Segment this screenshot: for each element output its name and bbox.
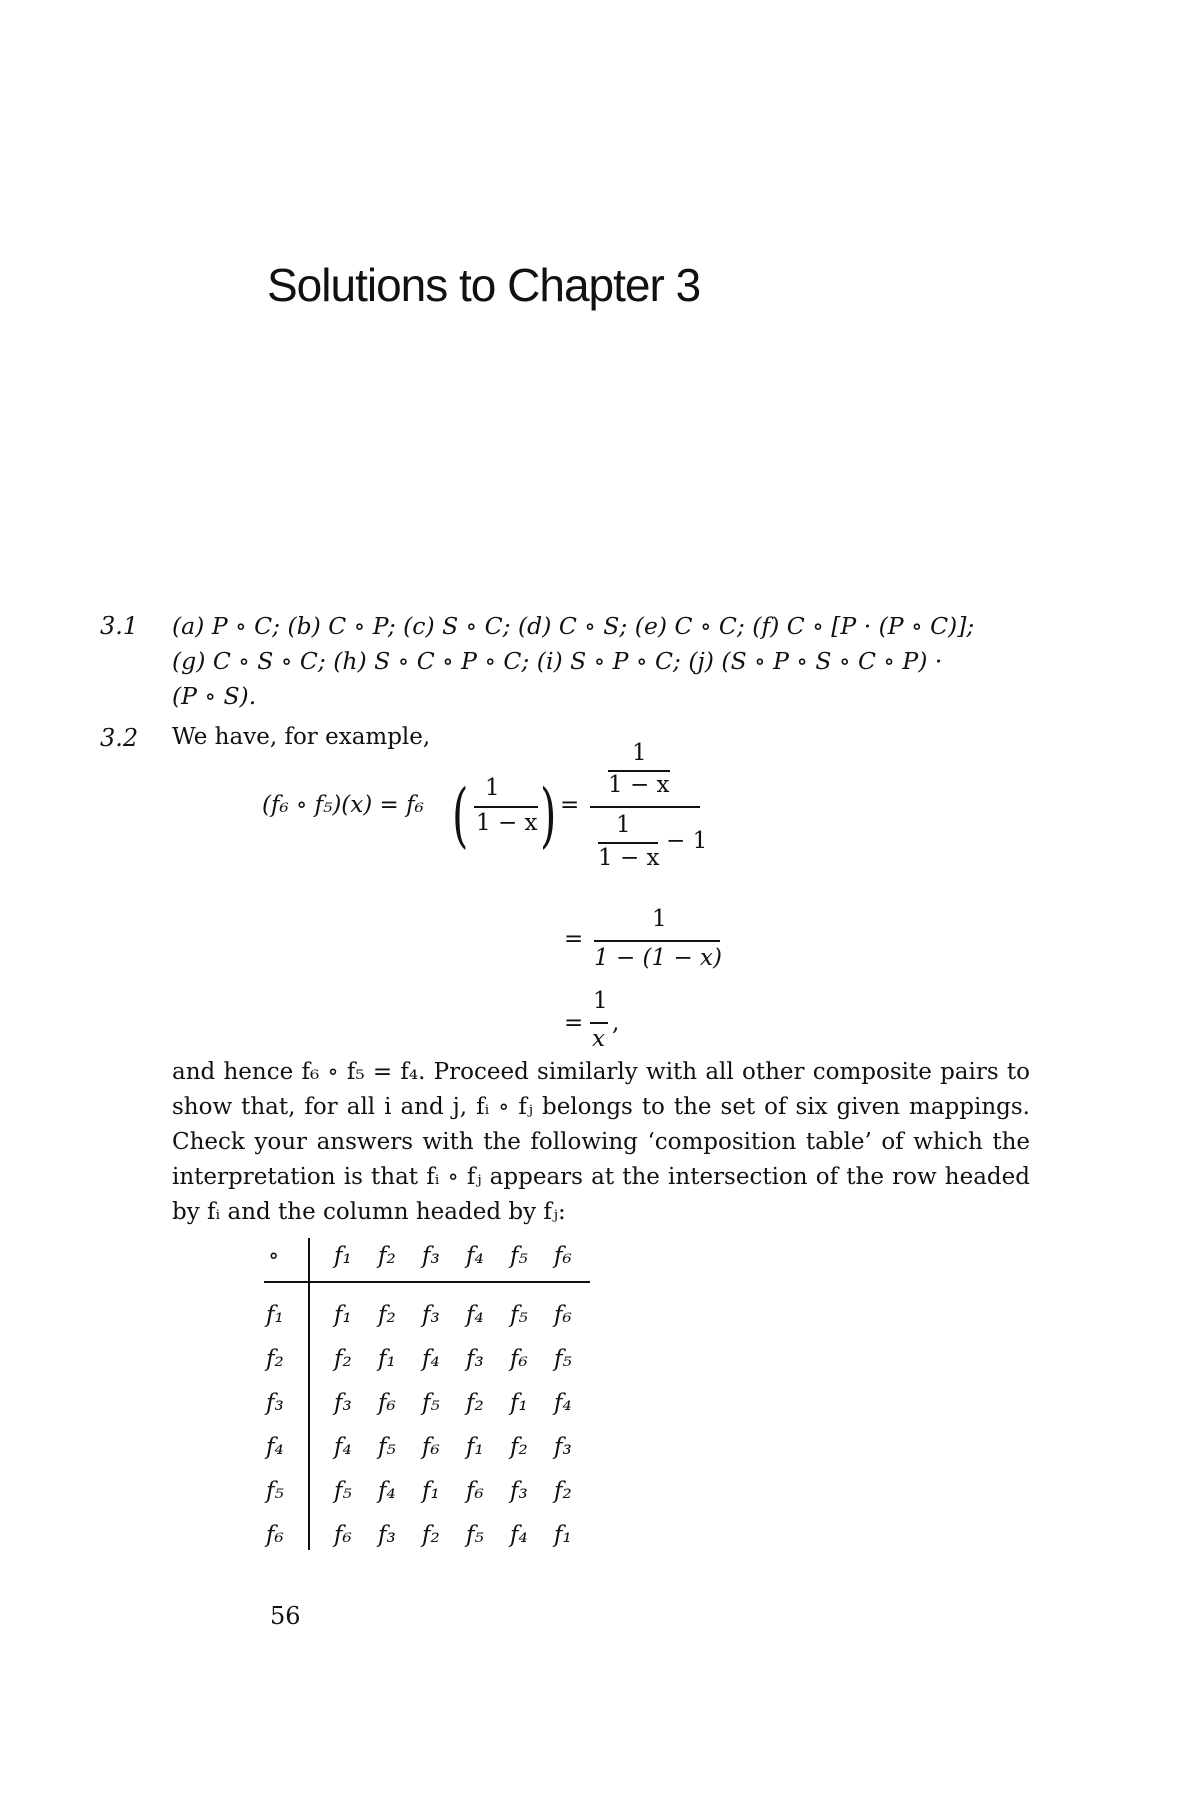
table-cell: f₆ bbox=[510, 1346, 528, 1372]
table-cell: f₂ bbox=[554, 1478, 572, 1504]
paragraph-line-3: Check your answers with the following ‘composition table’ of which the bbox=[172, 1129, 1030, 1155]
table-cell: f₂ bbox=[510, 1434, 528, 1460]
page-number: 56 bbox=[270, 1602, 301, 1630]
solution-number-3-2: 3.2 bbox=[100, 724, 139, 752]
equals-sign-1: = bbox=[560, 792, 580, 818]
table-cell: f₆ bbox=[422, 1434, 440, 1460]
table-cell: f₅ bbox=[422, 1390, 440, 1416]
table-cell: f₁ bbox=[378, 1346, 396, 1372]
chapter-title: Solutions to Chapter 3 bbox=[267, 259, 701, 311]
solution-number-3-1: 3.1 bbox=[100, 612, 139, 640]
table-cell: f₆ bbox=[378, 1390, 396, 1416]
row-header: f₆ bbox=[266, 1522, 284, 1548]
table-cell: f₂ bbox=[422, 1522, 440, 1548]
step2-denominator: 1 − (1 − x) bbox=[594, 945, 722, 971]
row-header: f₁ bbox=[266, 1302, 284, 1328]
table-cell: f₂ bbox=[334, 1346, 352, 1372]
table-cell: f₆ bbox=[334, 1522, 352, 1548]
big-numerator-bottom: 1 − x bbox=[608, 772, 670, 798]
left-paren: ( bbox=[452, 774, 469, 856]
paragraph-line-4: interpretation is that fᵢ ∘ fⱼ appears at the intersection of the row headed bbox=[172, 1164, 1030, 1190]
big-numerator-top: 1 bbox=[632, 740, 647, 766]
column-header: f₂ bbox=[378, 1243, 396, 1269]
denominator-minus-one: − 1 bbox=[666, 828, 708, 854]
step2-fraction-bar bbox=[594, 940, 720, 942]
table-cell: f₂ bbox=[466, 1390, 484, 1416]
table-cell: f₄ bbox=[334, 1434, 352, 1460]
argument-denominator: 1 − x bbox=[476, 810, 538, 836]
solution-3-2-intro: We have, for example, bbox=[172, 724, 431, 750]
table-cell: f₅ bbox=[378, 1434, 396, 1460]
table-cell: f₅ bbox=[554, 1346, 572, 1372]
column-header: f₃ bbox=[422, 1243, 440, 1269]
table-cell: f₁ bbox=[334, 1302, 352, 1328]
table-vertical-rule bbox=[308, 1238, 310, 1550]
row-header: f₃ bbox=[266, 1390, 284, 1416]
table-cell: f₃ bbox=[422, 1302, 440, 1328]
table-cell: f₁ bbox=[422, 1478, 440, 1504]
table-horizontal-rule bbox=[264, 1281, 590, 1283]
table-cell: f₄ bbox=[466, 1302, 484, 1328]
row-header: f₅ bbox=[266, 1478, 284, 1504]
solution-3-1-line-1: (a) P ∘ C; (b) C ∘ P; (c) S ∘ C; (d) C ∘ S; (e) C ∘ C; (f) C ∘ [P · (P ∘ C)]; bbox=[172, 612, 975, 640]
argument-fraction-bar bbox=[474, 806, 538, 808]
table-cell: f₃ bbox=[510, 1478, 528, 1504]
table-cell: f₄ bbox=[422, 1346, 440, 1372]
argument-numerator: 1 bbox=[485, 775, 500, 801]
table-cell: f₅ bbox=[466, 1522, 484, 1548]
step2-numerator: 1 bbox=[652, 906, 667, 932]
table-cell: f₁ bbox=[466, 1434, 484, 1460]
table-cell: f₄ bbox=[510, 1522, 528, 1548]
step3-numerator: 1 bbox=[593, 988, 608, 1014]
row-header: f₂ bbox=[266, 1346, 284, 1372]
table-cell: f₃ bbox=[554, 1434, 572, 1460]
row-header: f₄ bbox=[266, 1434, 284, 1460]
solution-3-1-line-3: (P ∘ S). bbox=[172, 682, 257, 710]
main-fraction-bar bbox=[590, 806, 700, 808]
table-cell: f₁ bbox=[554, 1522, 572, 1548]
table-cell: f₆ bbox=[466, 1478, 484, 1504]
table-cell: f₄ bbox=[378, 1478, 396, 1504]
column-header: f₁ bbox=[334, 1243, 352, 1269]
step3-denominator: x bbox=[592, 1026, 605, 1052]
paragraph-line-5: by fᵢ and the column headed by fⱼ: bbox=[172, 1199, 566, 1225]
solution-3-1-line-2: (g) C ∘ S ∘ C; (h) S ∘ C ∘ P ∘ C; (i) S ∘ P ∘ C; (j) (S ∘ P ∘ S ∘ C ∘ P) · bbox=[172, 647, 943, 675]
denominator-fraction-denominator: 1 − x bbox=[598, 845, 660, 871]
table-cell: f₅ bbox=[334, 1478, 352, 1504]
table-cell: f₂ bbox=[378, 1302, 396, 1328]
table-cell: f₁ bbox=[510, 1390, 528, 1416]
denominator-fraction-numerator: 1 bbox=[616, 812, 631, 838]
equals-sign-2: = bbox=[564, 926, 584, 952]
column-header: f₆ bbox=[554, 1243, 572, 1269]
step3-fraction-bar bbox=[590, 1022, 608, 1024]
paragraph-line-2: show that, for all i and j, fᵢ ∘ fⱼ belongs to the set of six given mappings. bbox=[172, 1094, 1030, 1120]
table-cell: f₃ bbox=[378, 1522, 396, 1548]
denominator-fraction-bar bbox=[598, 842, 658, 844]
table-cell: f₃ bbox=[466, 1346, 484, 1372]
column-header: f₅ bbox=[510, 1243, 528, 1269]
table-cell: f₅ bbox=[510, 1302, 528, 1328]
column-header: f₄ bbox=[466, 1243, 484, 1269]
step3-comma: , bbox=[612, 1010, 620, 1036]
table-cell: f₃ bbox=[334, 1390, 352, 1416]
table-corner-symbol: ∘ bbox=[268, 1243, 280, 1269]
equation-lhs: (f₆ ∘ f₅)(x) = f₆ bbox=[262, 792, 424, 818]
paragraph-line-1: and hence f₆ ∘ f₅ = f₄. Proceed similarly with all other composite pairs to bbox=[172, 1059, 1030, 1085]
right-paren: ) bbox=[540, 774, 557, 856]
table-cell: f₆ bbox=[554, 1302, 572, 1328]
table-cell: f₄ bbox=[554, 1390, 572, 1416]
equals-sign-3: = bbox=[564, 1010, 584, 1036]
